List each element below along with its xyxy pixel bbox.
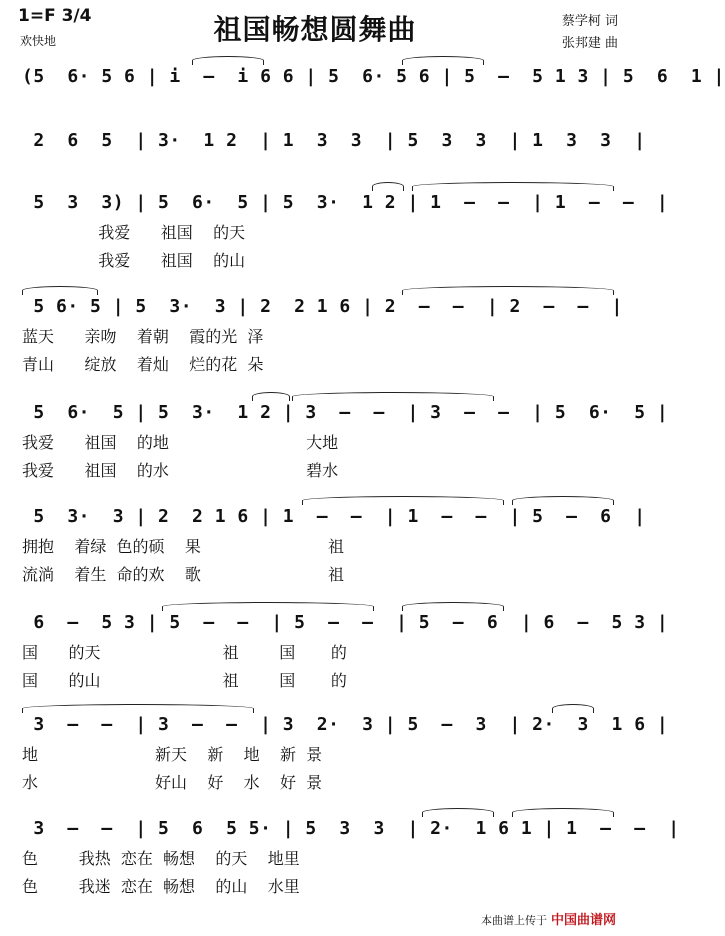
lyrics-verse-2: 青山 绽放 着灿 烂的花 朵 (22, 355, 264, 374)
lyrics-verse-1: 地 新天 新 地 新 景 (22, 745, 323, 764)
slur (512, 496, 614, 505)
footer-text: 本曲谱上传于 (480, 914, 547, 927)
site-logo: 中国曲谱网 (550, 913, 616, 928)
slur (402, 602, 504, 611)
page-title: 祖国畅想圆舞曲 (213, 13, 417, 46)
slur (252, 392, 290, 401)
notes: 5 3 3) | 5 6· 5 | 5 3· 1 2 | 1 – – | 1 – – | (22, 192, 669, 213)
footer-note (481, 909, 616, 928)
lyrics-verse-1: 我爱 祖国 的天 (22, 223, 246, 242)
lyrics-verse-2: 水 好山 好 水 好 景 (22, 773, 323, 792)
lyrics-verse-2: 色 我迷 恋在 畅想 的山 水里 (22, 877, 300, 896)
slur (552, 704, 594, 713)
key-signature: 1=F 3/4 (18, 6, 92, 26)
slur (402, 56, 484, 65)
slur (402, 286, 614, 295)
slur (22, 704, 254, 713)
slur (422, 808, 494, 817)
notes: 6 – 5 3 | 5 – – | 5 – – | 5 – 6 | 6 – 5 3 | (22, 612, 669, 633)
lyrics-verse-2: 流淌 着生 命的欢 歌 祖 (22, 565, 345, 584)
lyrics-verse-2: 我爱 祖国 的山 (22, 251, 246, 270)
composer-credit: 张邦建 曲 (561, 36, 618, 51)
notes: 3 – – | 3 – – | 3 2· 3 | 5 – 3 | 2· 3 1 6 | (22, 714, 669, 735)
notes: 2 6 5 | 3· 1 2 | 1 3 3 | 5 3 3 | 1 3 3 | (22, 130, 646, 151)
slur (302, 496, 504, 505)
lyrics-verse-1: 拥抱 着绿 色的硕 果 祖 (22, 537, 345, 556)
slur (372, 182, 404, 191)
lyrics-verse-1: 蓝天 亲吻 着朝 霞的光 泽 (22, 327, 264, 346)
slur (292, 392, 494, 401)
notes: 3 – – | 5 6 5 5· | 5 3 3 | 2· 1 6 1 | 1 – – | (22, 818, 680, 839)
notes: 5 6· 5 | 5 3· 3 | 2 2 1 6 | 2 – – | 2 – – | (22, 296, 623, 317)
slur (412, 182, 614, 191)
notes: (5 6· 5 6 | i – i 6 6 | 5 6· 5 6 | 5 – 5 1 3 | 5 6 1 | (22, 66, 725, 87)
tempo-marking: 欢快地 (20, 34, 57, 48)
lyrics-verse-1: 色 我热 恋在 畅想 的天 地里 (22, 849, 300, 868)
notes: 5 3· 3 | 2 2 1 6 | 1 – – | 1 – – | 5 – 6 | (22, 506, 646, 527)
lyrics-verse-1: 国 的天 祖 国 的 (22, 643, 347, 662)
slur (162, 602, 374, 611)
slur (192, 56, 264, 65)
lyrics-verse-2: 我爱 祖国 的水 碧水 (22, 461, 339, 480)
lyrics-verse-2: 国 的山 祖 国 的 (22, 671, 347, 690)
notes: 5 6· 5 | 5 3· 1 2 | 3 – – | 3 – – | 5 6· 5 | (22, 402, 669, 423)
lyricist-credit: 蔡学柯 词 (561, 14, 618, 29)
lyrics-verse-1: 我爱 祖国 的地 大地 (22, 433, 339, 452)
slur (512, 808, 614, 817)
slur (22, 286, 98, 295)
